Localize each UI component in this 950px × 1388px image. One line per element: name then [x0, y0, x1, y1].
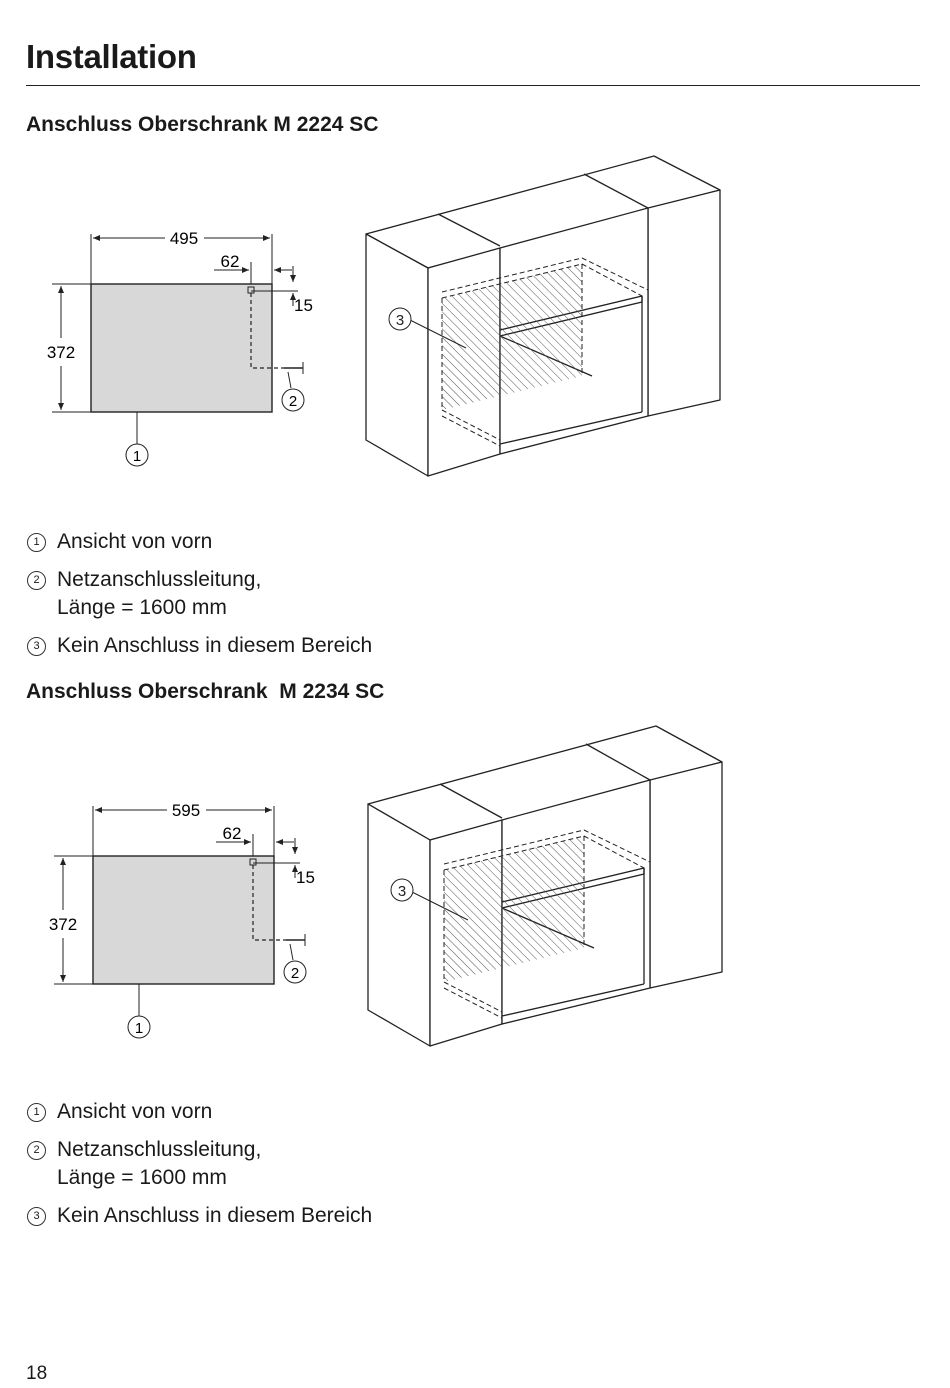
legend-number: 1	[27, 533, 46, 552]
title-divider	[26, 85, 920, 86]
section-heading-m2224: Anschluss Oberschrank M 2224 SC	[26, 113, 379, 136]
legend-item	[26, 528, 526, 556]
small-dimension-label: 15	[294, 296, 313, 315]
front-view	[49, 801, 315, 1038]
cabinet-3d-view	[366, 156, 720, 476]
width-dimension-label: 595	[171, 801, 201, 820]
legend-item	[26, 1136, 526, 1192]
front-view-panel	[91, 284, 272, 412]
legend-m2224	[26, 528, 526, 670]
callout-3-label: 3	[397, 883, 407, 900]
legend-text: Ansicht von vorn	[57, 530, 213, 553]
legend-number: 1	[27, 1103, 46, 1122]
connection-diagram-m2224	[0, 150, 950, 490]
width-dimension-label: 495	[169, 229, 199, 248]
callout-2-label: 2	[290, 965, 300, 982]
legend-number: 2	[27, 1141, 46, 1160]
legend-item	[26, 1202, 526, 1230]
connection-diagram-m2234	[0, 720, 950, 1060]
legend-text: Ansicht von vorn	[57, 1100, 213, 1123]
legend-text: Kein Anschluss in diesem Bereich	[57, 1204, 373, 1227]
page-title: Installation	[26, 38, 197, 75]
callout-1-label: 1	[134, 1020, 144, 1037]
front-view-panel	[93, 856, 274, 984]
height-dimension-label: 372	[46, 343, 76, 362]
callout-1-label: 1	[132, 448, 142, 465]
legend-m2234	[26, 1098, 526, 1240]
legend-number: 3	[27, 1207, 46, 1226]
offset-dimension-label: 62	[222, 824, 242, 843]
legend-item	[26, 566, 526, 622]
legend-number: 3	[27, 637, 46, 656]
section-heading-m2234: Anschluss Oberschrank M 2234 SC	[26, 680, 385, 703]
callout-3-label: 3	[395, 312, 405, 329]
height-dimension-label: 372	[48, 915, 78, 934]
offset-dimension-label: 62	[220, 252, 240, 271]
callout-2-label: 2	[288, 393, 298, 410]
small-dimension-label: 15	[296, 868, 315, 887]
cabinet-3d-view	[368, 726, 722, 1046]
legend-item	[26, 632, 526, 660]
page-number: 18	[26, 1363, 48, 1384]
front-view	[47, 229, 313, 466]
legend-number: 2	[27, 571, 46, 590]
legend-text: Netzanschlussleitung, Länge = 1600 mm	[57, 1138, 262, 1189]
legend-item	[26, 1098, 526, 1126]
legend-text: Kein Anschluss in diesem Bereich	[57, 634, 373, 657]
legend-text: Netzanschlussleitung, Länge = 1600 mm	[57, 568, 262, 619]
